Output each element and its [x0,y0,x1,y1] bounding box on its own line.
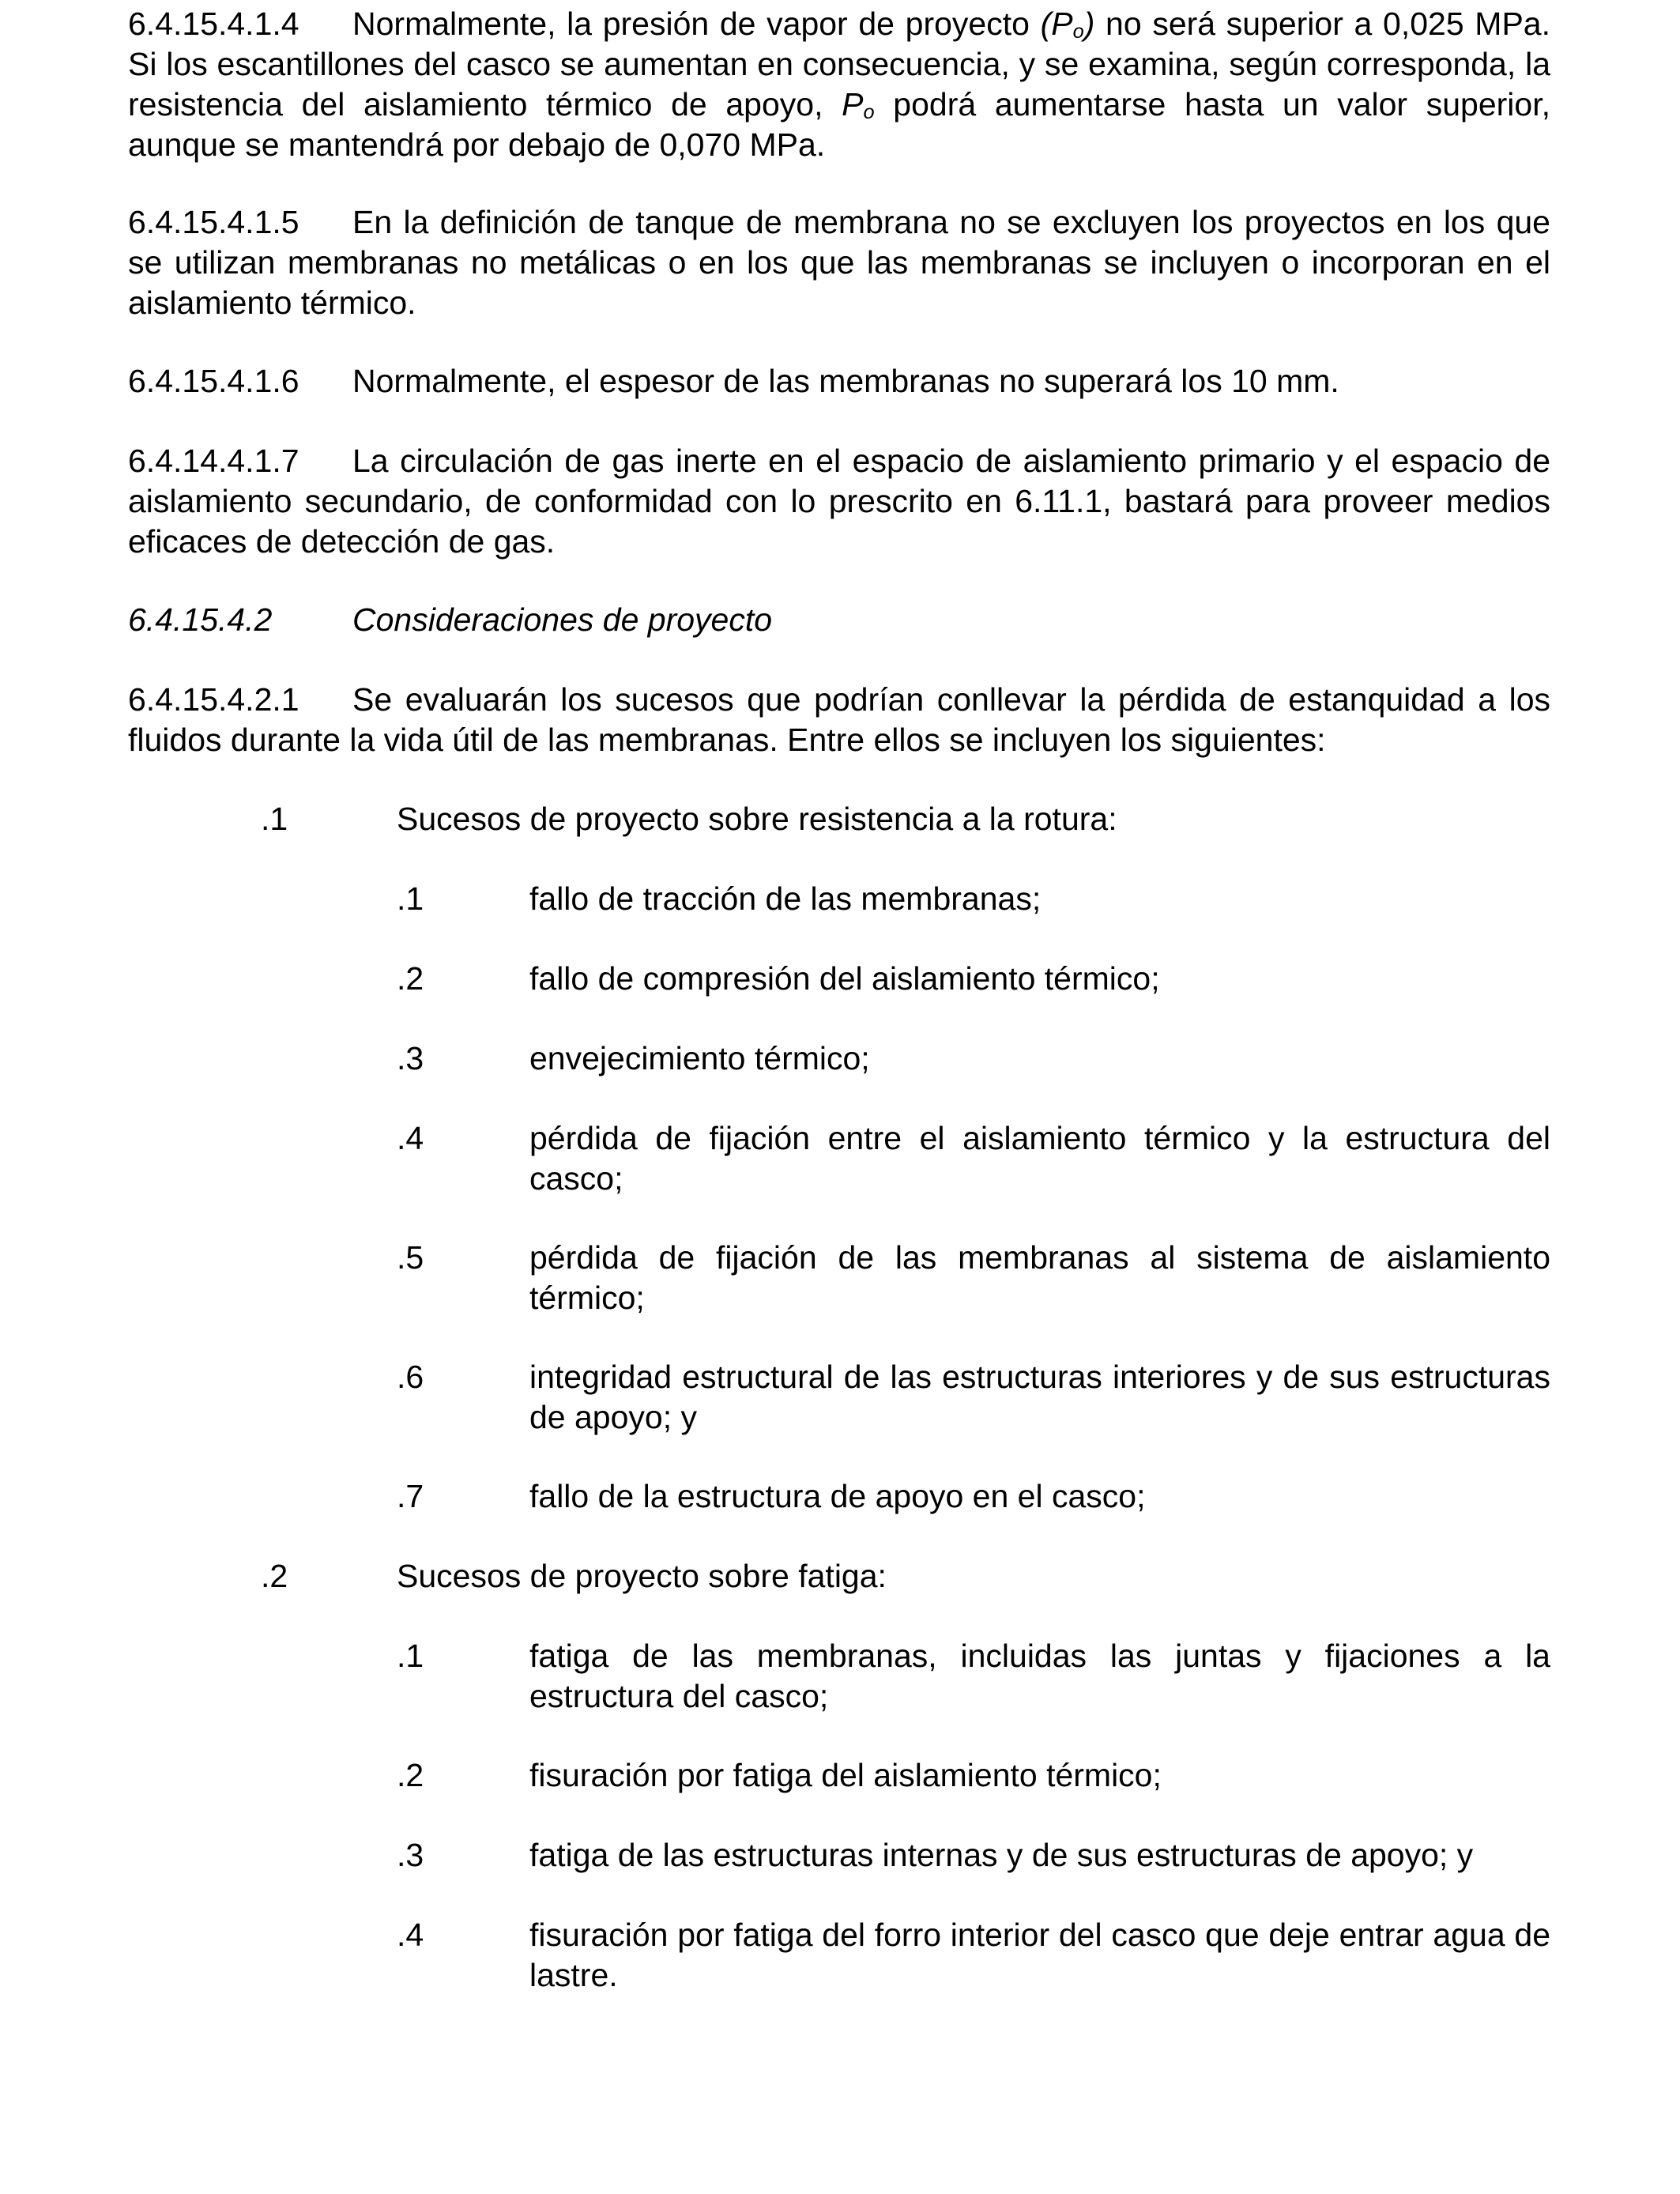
heading-text: Consideraciones de proyecto [352,601,773,638]
paragraph-6-4-15-4-1-4 [128,4,1550,165]
list-text: fatiga de las membranas, incluidas las juntas y fijaciones a la estructura del casco; [529,1638,1550,1714]
section-heading [128,600,1550,640]
list-text: fallo de compresión del aislamiento térmico; [529,960,1160,997]
list-item-level1 [0,1556,1680,1596]
paragraph-number: 6.4.15.4.2.1 [128,681,299,718]
paragraph-text: En la definición de tanque de membrana no se excluyen los proyectos en los que se utilizan membranas no metálicas o en los que las membranas se incluyen o incorporan en el aislamiento térmico. [128,204,1550,321]
symbol-subscript: o [1072,20,1084,43]
paragraph-text: Normalmente, la presión de vapor de proyecto [352,6,1041,42]
list-number: .1 [397,880,424,917]
paragraph-6-4-15-4-2-1 [128,680,1550,760]
list-text: Sucesos de proyecto sobre resistencia a la rotura: [397,801,1117,837]
paragraph-text: no será superior a 0,025 MPa. Si los escantillones del casco se aumentan en consecuencia, y se examina, según corresponda, la resistencia del aislamiento térmico de apoyo, [128,6,1550,123]
paragraph-6-4-15-4-1-6 [128,361,1550,401]
symbol-po-close: ) [1083,6,1095,42]
paragraph-number: 6.4.15.4.1.5 [128,204,299,240]
list-text: fisuración por fatiga del forro interior del casco que deje entrar agua de lastre. [529,1917,1550,1993]
heading-number: 6.4.15.4.2 [128,601,273,638]
list-text: fallo de tracción de las membranas; [529,880,1042,917]
list-number: .6 [397,1359,424,1395]
list-number: .7 [397,1478,424,1514]
paragraph-6-4-15-4-1-5 [128,202,1550,323]
symbol-subscript: o [863,100,875,123]
list-number: .5 [397,1239,424,1276]
symbol-p: P [842,86,864,123]
list-number: .2 [397,960,424,997]
symbol-po-open: (P [1040,6,1073,42]
paragraph-number: 6.4.15.4.1.6 [128,363,299,399]
list-text: Sucesos de proyecto sobre fatiga: [397,1558,887,1594]
list-text: pérdida de fijación entre el aislamiento térmico y la estructura del casco; [529,1120,1550,1197]
paragraph-text: podrá aumentarse hasta un valor superior, aunque se mantendrá por debajo de 0,070 MPa. [128,86,1550,163]
list-text: envejecimiento térmico; [529,1040,870,1076]
list-number: .4 [397,1120,424,1156]
list-number: .2 [397,1757,424,1793]
list-number: .2 [261,1558,288,1594]
paragraph-text: Se evaluarán los sucesos que podrían conllevar la pérdida de estanquidad a los fluidos durante la vida útil de las membranas. Entre ellos se incluyen los siguientes: [128,681,1550,758]
list-number: .3 [397,1837,424,1873]
list-text: integridad estructural de las estructuras interiores y de sus estructuras de apoyo; y [529,1359,1550,1435]
list-text: fatiga de las estructuras internas y de sus estructuras de apoyo; y [529,1837,1474,1873]
paragraph-text: Normalmente, el espesor de las membranas no superará los 10 mm. [352,363,1339,399]
paragraph-number: 6.4.14.4.1.7 [128,443,299,479]
paragraph-number: 6.4.15.4.1.4 [128,6,299,42]
list-item-level1 [0,799,1680,839]
list-text: fisuración por fatiga del aislamiento térmico; [529,1757,1162,1793]
list-number: .3 [397,1040,424,1076]
list-text: fallo de la estructura de apoyo en el casco; [529,1478,1146,1514]
list-number: .1 [397,1638,424,1674]
list-number: .1 [261,801,288,837]
paragraph-text: La circulación de gas inerte en el espacio de aislamiento primario y el espacio de aislamiento secundario, de conformidad con lo prescrito en 6.11.1, bastará para proveer medios eficaces de detección de gas. [128,443,1550,560]
list-number: .4 [397,1917,424,1953]
list-text: pérdida de fijación de las membranas al sistema de aislamiento térmico; [529,1239,1550,1316]
paragraph-6-4-14-4-1-7 [128,441,1550,562]
